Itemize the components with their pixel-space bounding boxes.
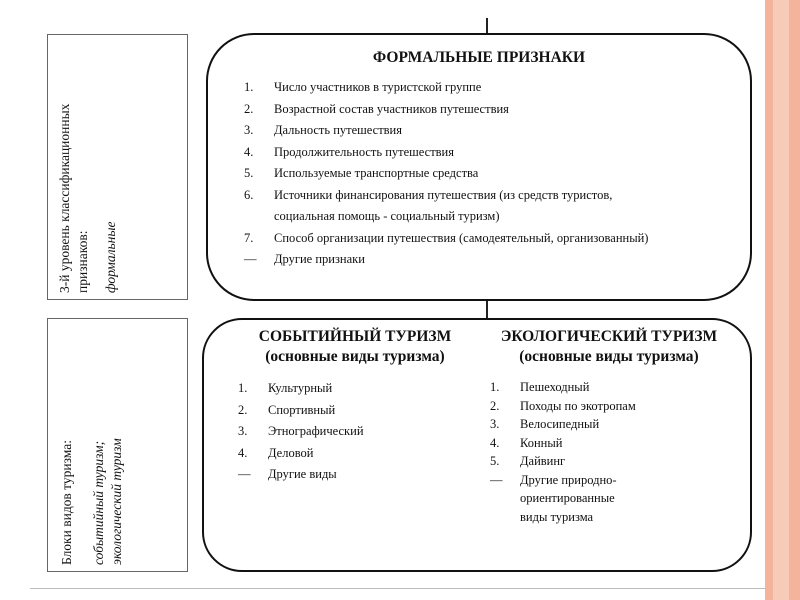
list-item-text: ориентированные <box>520 491 615 505</box>
list-item-text: Другие виды <box>268 467 337 481</box>
blocks-label-text <box>58 438 126 565</box>
list-item-number: 5. <box>490 454 500 468</box>
list-item-text: Деловой <box>268 445 314 460</box>
list-item-text: Возрастной состав участников путешествия <box>274 101 509 116</box>
eco-list-item <box>490 434 636 453</box>
list-item-number: 2. <box>490 398 500 413</box>
eco-list-item <box>490 397 636 416</box>
list-item-text: виды туризма <box>520 509 594 524</box>
list-item-text: Используемые транспортные средства <box>274 166 479 180</box>
blocks-label-box <box>47 318 188 572</box>
blocks-label-italic1: событийный туризм; <box>91 440 106 565</box>
formal-list-item <box>244 120 648 142</box>
list-item-text: Продолжительность путешествия <box>274 144 454 159</box>
event-tourism-subtitle: (основные виды туризма) <box>265 348 445 365</box>
list-item-text: Велосипедный <box>520 417 600 431</box>
eco-list-item <box>490 415 636 434</box>
event-list-item <box>238 400 364 422</box>
list-item-text: Другие природно- <box>520 472 617 487</box>
list-item-number: 5. <box>244 166 254 180</box>
level-label-text <box>56 104 120 293</box>
list-item-number: — <box>244 252 257 266</box>
event-tourism-title: СОБЫТИЙНЫЙ ТУРИЗМ <box>258 328 452 345</box>
list-item-text: Походы по экотропам <box>520 398 636 413</box>
eco-list-item <box>490 452 636 471</box>
event-list-item <box>238 443 364 465</box>
eco-tourism-title: ЭКОЛОГИЧЕСКИЙ ТУРИЗМ <box>500 328 718 345</box>
list-item-number: 1. <box>490 380 500 394</box>
list-item-number: 4. <box>238 445 248 460</box>
formal-list-item <box>244 142 648 164</box>
event-tourism-list <box>238 378 364 486</box>
event-list-item <box>238 464 364 486</box>
list-item-number: 1. <box>244 80 254 94</box>
list-item-text: Дайвинг <box>520 454 566 468</box>
formal-features-title: ФОРМАЛЬНЫЕ ПРИЗНАКИ <box>372 49 586 66</box>
formal-features-box <box>206 33 752 301</box>
list-item-text: Дальность путешествия <box>274 123 402 137</box>
blocks-label-line1: Блоки видов туризма: <box>59 440 74 565</box>
blocks-label-italic2: экологический туризм <box>109 438 124 565</box>
event-list-item <box>238 378 364 400</box>
tourism-blocks-box <box>202 318 752 572</box>
formal-list-item <box>244 99 648 121</box>
level-label-line2: признаков: <box>75 230 90 293</box>
eco-list-item <box>490 471 636 490</box>
decorative-side-band <box>773 0 789 600</box>
formal-list-item <box>244 228 648 250</box>
list-item-text: социальная помощь - социальный туризм) <box>274 209 500 223</box>
eco-list-item <box>490 378 636 397</box>
level-label-box <box>47 34 188 300</box>
event-list-item <box>238 421 364 443</box>
list-item-number: 3. <box>238 424 248 438</box>
formal-list-item <box>244 206 648 228</box>
list-item-number: 3. <box>244 123 254 137</box>
list-item-text: Число участников в туристской группе <box>274 80 482 94</box>
level-label-line1: 3-й уровень классификационных <box>57 103 72 293</box>
list-item-text: Культурный <box>268 381 333 395</box>
list-item-text: Другие признаки <box>274 252 365 266</box>
decorative-side-stripe <box>765 0 800 600</box>
connector-top <box>486 18 488 34</box>
connector-middle <box>486 298 488 320</box>
list-item-number: 1. <box>238 381 248 395</box>
list-item-number: 2. <box>244 101 254 116</box>
list-item-text: Источники финансирования путешествия (из средств туристов, <box>274 187 613 202</box>
list-item-number: 2. <box>238 402 248 417</box>
list-item-text: Спортивный <box>268 402 336 417</box>
list-item-number: 7. <box>244 230 254 245</box>
formal-list-item <box>244 77 648 99</box>
formal-list-item <box>244 185 648 207</box>
eco-tourism-list <box>490 378 636 526</box>
list-item-text: Конный <box>520 435 563 450</box>
level-label-italic: формальные <box>103 221 118 293</box>
eco-tourism-subtitle: (основные виды туризма) <box>519 348 699 365</box>
list-item-number: 4. <box>244 144 254 159</box>
eco-list-item <box>490 489 636 508</box>
eco-list-item <box>490 508 636 527</box>
bottom-divider <box>30 588 765 589</box>
formal-features-list <box>244 77 648 271</box>
list-item-number: — <box>238 467 251 481</box>
list-item-number: — <box>490 472 503 487</box>
list-item-number: 6. <box>244 187 254 202</box>
list-item-number: 3. <box>490 417 500 431</box>
list-item-text: Способ организации путешествия (самодеятельный, организованный) <box>274 230 649 245</box>
formal-list-item <box>244 249 648 271</box>
list-item-text: Этнографический <box>268 424 364 438</box>
list-item-text: Пешеходный <box>520 380 590 394</box>
formal-list-item <box>244 163 648 185</box>
list-item-number: 4. <box>490 435 500 450</box>
